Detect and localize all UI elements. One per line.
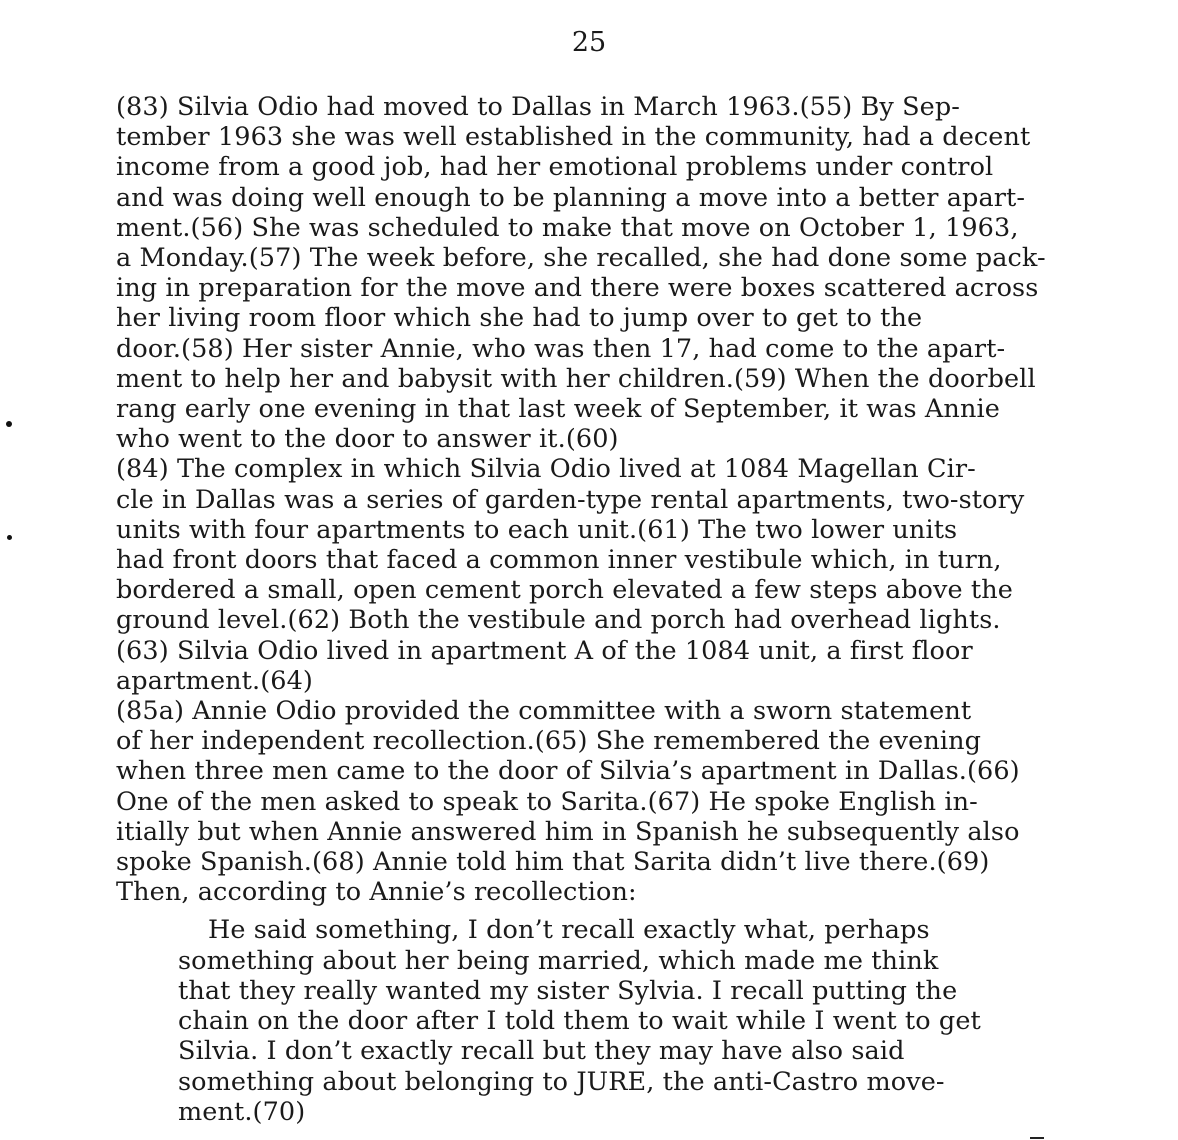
paragraph-line: itially but when Annie answered him in Spanish he subsequently also: [116, 816, 1020, 847]
page-edge-mark: [1030, 1137, 1044, 1139]
quote-line: something about belonging to JURE, the anti-Castro move-: [178, 1066, 945, 1097]
paragraph-line: bordered a small, open cement porch elevated a few steps above the: [116, 575, 1013, 606]
body-text: [116, 92, 1056, 1127]
paragraph-line: income from a good job, had her emotional problems under control: [116, 152, 994, 183]
margin-mark: [6, 421, 12, 427]
paragraph-line: (63) Silvia Odio lived in apartment A of the 1084 unit, a first floor: [116, 635, 973, 666]
paragraph: [116, 92, 1056, 454]
paragraph: [116, 696, 1056, 907]
paragraph-line: door.(58) Her sister Annie, who was then 17, had come to the apart-: [116, 333, 1006, 364]
paragraph-line: tember 1963 she was well established in the community, had a decent: [116, 122, 1031, 153]
paragraph-line: (85a) Annie Odio provided the committee with a sworn statement: [116, 696, 972, 727]
paragraph-line: a Monday.(57) The week before, she recalled, she had done some pack-: [116, 243, 1046, 274]
paragraph-line: of her independent recollection.(65) She remembered the evening: [116, 726, 982, 757]
quote-line: ment.(70): [178, 1096, 306, 1127]
quote-line: He said something, I don’t recall exactly what, perhaps: [208, 915, 930, 946]
paragraph-line: ment.(56) She was scheduled to make that move on October 1, 1963,: [116, 212, 1019, 243]
paragraph-line: Then, according to Annie’s recollection:: [116, 877, 637, 908]
quote-line: that they really wanted my sister Sylvia. I recall putting the: [178, 975, 958, 1006]
margin-mark: [7, 535, 12, 540]
paragraph-line: ing in preparation for the move and there were boxes scattered across: [116, 273, 1039, 304]
paragraph-line: (84) The complex in which Silvia Odio lived at 1084 Magellan Cir-: [116, 454, 976, 485]
paragraph-line: spoke Spanish.(68) Annie told him that Sarita didn’t live there.(69): [116, 847, 990, 878]
paragraph-line: when three men came to the door of Silvia’s apartment in Dallas.(66): [116, 756, 1020, 787]
paragraph-line: units with four apartments to each unit.(61) The two lower units: [116, 514, 958, 545]
paragraph-line: rang early one evening in that last week of September, it was Annie: [116, 394, 1000, 425]
quote-line: something about her being married, which made me think: [178, 945, 939, 976]
quote-line: Silvia. I don’t exactly recall but they may have also said: [178, 1036, 905, 1067]
paragraph: [116, 454, 1056, 696]
paragraph-line: had front doors that faced a common inner vestibule which, in turn,: [116, 545, 1002, 576]
paragraph-line: One of the men asked to speak to Sarita.(67) He spoke English in-: [116, 786, 978, 817]
paragraph-line: (83) Silvia Odio had moved to Dallas in March 1963.(55) By Sep-: [116, 92, 961, 122]
quote-line: chain on the door after I told them to wait while I went to get: [178, 1006, 981, 1037]
paragraph-line: cle in Dallas was a series of garden-type rental apartments, two-story: [116, 484, 1025, 515]
paragraph-line: her living room floor which she had to jump over to get to the: [116, 303, 923, 334]
paragraph-line: ground level.(62) Both the vestibule and porch had overhead lights.: [116, 605, 1001, 636]
paragraph-line: and was doing well enough to be planning a move into a better apart-: [116, 182, 1026, 213]
paragraph-line: apartment.(64): [116, 665, 313, 696]
block-quote: [178, 915, 996, 1126]
page-number: 25: [571, 27, 607, 58]
paragraph-line: who went to the door to answer it.(60): [116, 424, 619, 455]
paragraph-line: ment to help her and babysit with her children.(59) When the doorbell: [116, 363, 1036, 394]
